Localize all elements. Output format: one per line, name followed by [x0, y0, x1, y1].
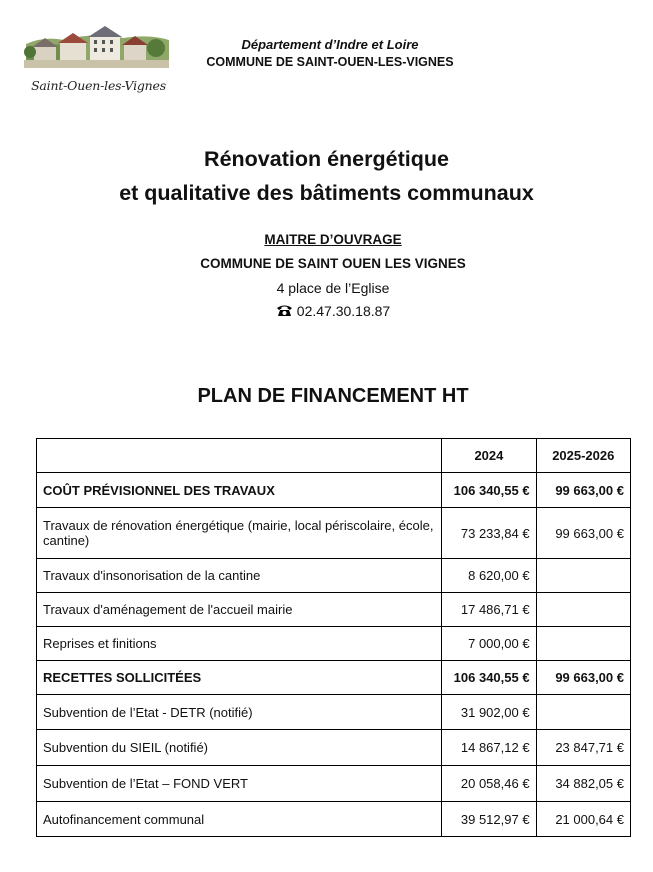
table-row: [37, 661, 631, 695]
department-name: Département d’Indre et Loire: [241, 37, 419, 52]
row-label: Reprises et finitions: [37, 627, 442, 661]
phone-line: [0, 303, 653, 319]
row-value-2024: 20 058,46 €: [442, 766, 536, 802]
logo-caption: Saint-Ouen-les-Vignes: [31, 78, 166, 93]
row-label: Subvention de l’Etat – FOND VERT: [37, 766, 442, 802]
row-value-2025-2026: [536, 627, 630, 661]
row-value-2024: 73 233,84 €: [442, 508, 536, 559]
table-row: [37, 730, 631, 766]
financing-table: [36, 438, 631, 837]
row-value-2025-2026: [536, 559, 630, 593]
table-row: [37, 627, 631, 661]
row-value-2024: 8 620,00 €: [442, 559, 536, 593]
row-label: Travaux d'insonorisation de la cantine: [37, 559, 442, 593]
document-title: [0, 142, 653, 210]
row-label: Subvention de l’Etat - DETR (notifié): [37, 695, 442, 730]
title-line-1: Rénovation énergétique: [204, 147, 449, 171]
row-value-2025-2026: 99 663,00 €: [536, 661, 630, 695]
table-body: [37, 473, 631, 837]
row-value-2025-2026: 99 663,00 €: [536, 473, 630, 508]
header-2024: 2024: [442, 439, 536, 473]
row-value-2024: 39 512,97 €: [442, 802, 536, 837]
row-label: COÛT PRÉVISIONNEL DES TRAVAUX: [37, 473, 442, 508]
maitre-ouvrage-label: MAITRE D’OUVRAGE: [264, 232, 402, 247]
row-label: Travaux de rénovation énergétique (mairie, local périscolaire, école, cantine): [37, 508, 442, 559]
table-row: [37, 508, 631, 559]
row-value-2024: 31 902,00 €: [442, 695, 536, 730]
row-value-2025-2026: [536, 695, 630, 730]
table-row: [37, 802, 631, 837]
row-label: Travaux d'aménagement de l'accueil mairie: [37, 593, 442, 627]
address: 4 place de l’Eglise: [276, 280, 390, 296]
header-label: [37, 439, 442, 473]
table-row: [37, 559, 631, 593]
row-value-2025-2026: 23 847,71 €: [536, 730, 630, 766]
row-value-2024: 14 867,12 €: [442, 730, 536, 766]
table-row: [37, 695, 631, 730]
header-2025-2026: 2025-2026: [536, 439, 630, 473]
table-row: [37, 766, 631, 802]
row-value-2024: 106 340,55 €: [442, 473, 536, 508]
plan-title: PLAN DE FINANCEMENT HT: [197, 385, 469, 407]
row-value-2024: 17 486,71 €: [442, 593, 536, 627]
table-row: [37, 593, 631, 627]
row-value-2025-2026: 34 882,05 €: [536, 766, 630, 802]
maitre-ouvrage-name: COMMUNE DE SAINT OUEN LES VIGNES: [200, 256, 466, 271]
row-value-2025-2026: [536, 593, 630, 627]
table-row: [37, 473, 631, 508]
title-line-2: et qualitative des bâtiments communaux: [119, 181, 534, 205]
village-illustration: [24, 22, 169, 78]
row-value-2024: 7 000,00 €: [442, 627, 536, 661]
row-label: Autofinancement communal: [37, 802, 442, 837]
row-value-2024: 106 340,55 €: [442, 661, 536, 695]
telephone-icon: [276, 304, 293, 317]
table-header-row: [37, 439, 631, 473]
row-label: Subvention du SIEIL (notifié): [37, 730, 442, 766]
row-label: RECETTES SOLLICITÉES: [37, 661, 442, 695]
row-value-2025-2026: 99 663,00 €: [536, 508, 630, 559]
commune-name: COMMUNE DE SAINT-OUEN-LES-VIGNES: [206, 55, 454, 69]
phone-number: 02.47.30.18.87: [296, 303, 391, 319]
row-value-2025-2026: 21 000,64 €: [536, 802, 630, 837]
commune-logo: [24, 22, 169, 100]
